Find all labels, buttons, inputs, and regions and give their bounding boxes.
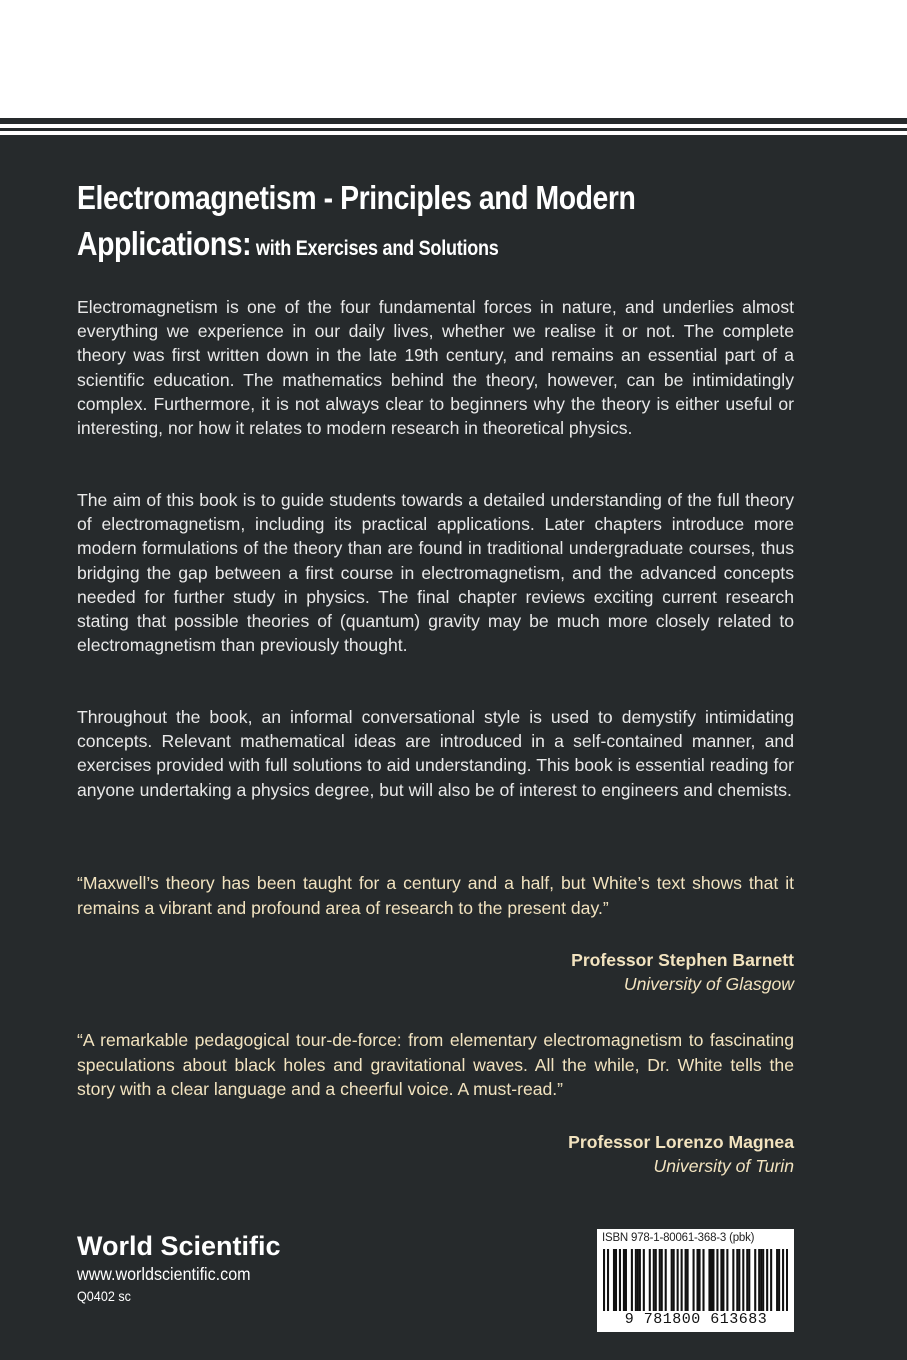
reviewer-name: Professor Lorenzo Magnea [568, 1132, 794, 1152]
blurb-paragraph-3: Throughout the book, an informal conversational style is used to demystify intimidating concepts. Relevant mathematical ideas are introduced in a self-contained manner, and exercises provided with full solutions to aid understanding. This book is essential reading for anyone undertaking a physics degree, but will also be of interest to engineers and chemists. [77, 707, 794, 800]
top-margin [0, 0, 907, 116]
review-attribution-2 [568, 1130, 794, 1178]
reviewer-institution: University of Glasgow [623, 974, 794, 994]
title-line-2 [77, 221, 731, 272]
blurb-paragraph-2: The aim of this book is to guide students towards a detailed understanding of the full theory of electromagnetism, including its practical applications. Later chapters introduce more modern formulations of the theory than are found in traditional undergraduate courses, thus bridging the gap between a first course in electromagnetism, and the advanced concepts needed for further study in physics. The final chapter reviews exciting current research stating that possible theories of (quantum) gravity may be much more closely related to electromagnetism than previously thought. [77, 490, 794, 656]
reviewer-name: Professor Stephen Barnett [571, 950, 794, 970]
product-code: Q0402 sc [77, 1288, 131, 1304]
barcode-digits: 9 781800 613683 [624, 1311, 768, 1328]
reviewer-institution: University of Turin [653, 1156, 794, 1176]
review-quote-2: “A remarkable pedagogical tour-de-force: from elementary electromagnetism to fascinating speculations about black holes and gravitational waves. All the while, Dr. White tells the story with a clear language and a cheerful voice. A must-read.” [77, 1030, 794, 1099]
isbn-barcode [597, 1229, 794, 1332]
isbn-label: ISBN 978-1-80061-368-3 (pbk) [602, 1232, 755, 1244]
barcode-bars-icon [603, 1249, 788, 1311]
header-rule-thick [0, 118, 907, 124]
publisher-url: www.worldscientific.com [77, 1264, 251, 1284]
title-line-2-main: Applications: [77, 225, 252, 262]
publisher-block [77, 1229, 281, 1307]
review-attribution-1 [571, 948, 794, 996]
blurb-paragraph-1: Electromagnetism is one of the four fundamental forces in nature, and underlies almost everything we experience in our daily lives, whether we realise it or not. The complete theory was first written down in the late 19th century, and remains an essential part of a scientific education. The mathematics behind the theory, however, can be intimidatingly complex. Furthermore, it is not always clear to beginners why the theory is either useful or interesting, nor how it relates to modern research in theoretical physics. [77, 297, 794, 439]
publisher-name: World Scientific [77, 1231, 281, 1261]
book-title [77, 175, 837, 272]
title-line-1: Electromagnetism - Principles and Modern [77, 179, 636, 216]
review-quote-1: “Maxwell’s theory has been taught for a century and a half, but White’s text shows that it remains a vibrant and profound area of research to the present day.” [77, 873, 794, 918]
title-subtitle: with Exercises and Solutions [251, 237, 499, 260]
header-rule-thin [0, 128, 907, 131]
